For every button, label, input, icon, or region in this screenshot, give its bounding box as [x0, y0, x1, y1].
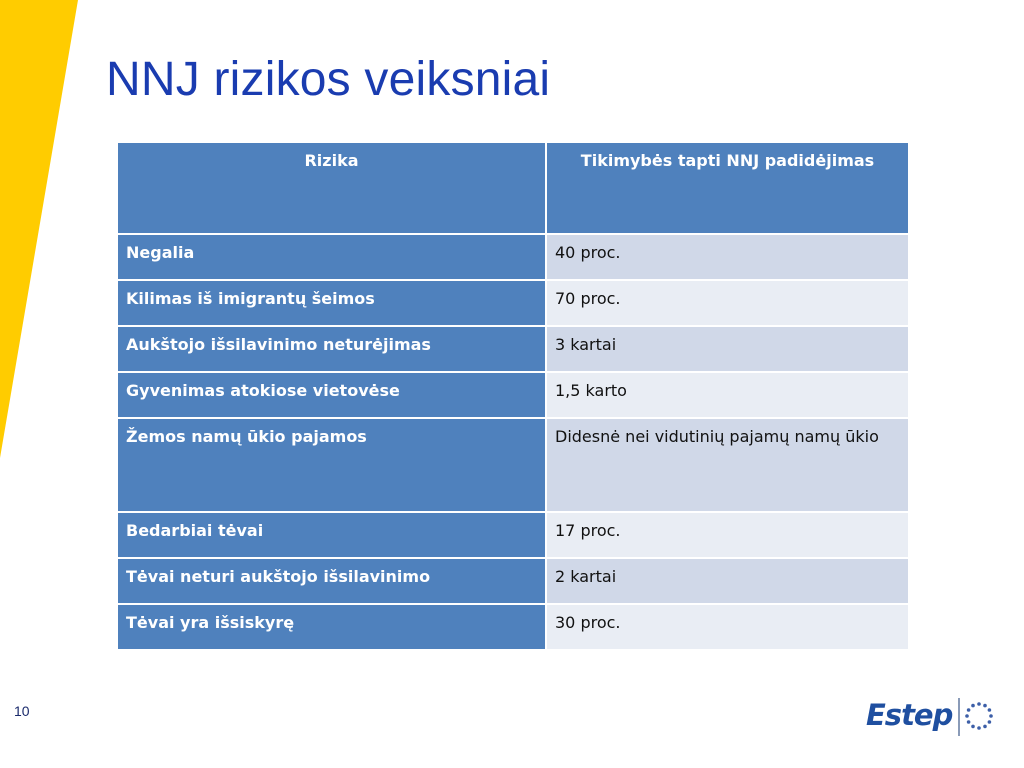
- column-header-risk: Rizika: [117, 142, 546, 234]
- logo-divider: [958, 698, 960, 736]
- table-row: [117, 280, 909, 326]
- risk-cell: Kilimas iš imigrantų šeimos: [117, 280, 546, 326]
- risk-cell: Tėvai neturi aukštojo išsilavinimo: [117, 558, 546, 604]
- risk-cell: Tėvai yra išsiskyrę: [117, 604, 546, 650]
- increase-cell: 17 proc.: [546, 512, 909, 558]
- increase-cell: 3 kartai: [546, 326, 909, 372]
- table-row: [117, 604, 909, 650]
- risk-cell: Negalia: [117, 234, 546, 280]
- risk-factors-table: [116, 141, 910, 651]
- risk-cell: Aukštojo išsilavinimo neturėjimas: [117, 326, 546, 372]
- table-row: [117, 512, 909, 558]
- yellow-accent-stripe: [0, 0, 80, 460]
- table-row: [117, 558, 909, 604]
- risk-cell: Gyvenimas atokiose vietovėse: [117, 372, 546, 418]
- risk-cell: Žemos namų ūkio pajamos: [117, 418, 546, 512]
- table-row: [117, 234, 909, 280]
- estep-logo: [866, 696, 996, 740]
- page-number: 10: [14, 703, 30, 719]
- increase-cell: 2 kartai: [546, 558, 909, 604]
- table-row: [117, 326, 909, 372]
- increase-cell: 30 proc.: [546, 604, 909, 650]
- logo-text: Estep: [866, 698, 953, 732]
- table-header-row: [117, 142, 909, 234]
- slide-title: NNJ rizikos veiksniai: [106, 53, 551, 106]
- increase-cell: 40 proc.: [546, 234, 909, 280]
- table-row: [117, 372, 909, 418]
- table-row: [117, 418, 909, 512]
- risk-cell: Bedarbiai tėvai: [117, 512, 546, 558]
- increase-cell: Didesnė nei vidutinių pajamų namų ūkio: [546, 418, 909, 512]
- eu-stars-icon: [964, 700, 994, 734]
- increase-cell: 70 proc.: [546, 280, 909, 326]
- column-header-increase: Tikimybės tapti NNJ padidėjimas: [546, 142, 909, 234]
- increase-cell: 1,5 karto: [546, 372, 909, 418]
